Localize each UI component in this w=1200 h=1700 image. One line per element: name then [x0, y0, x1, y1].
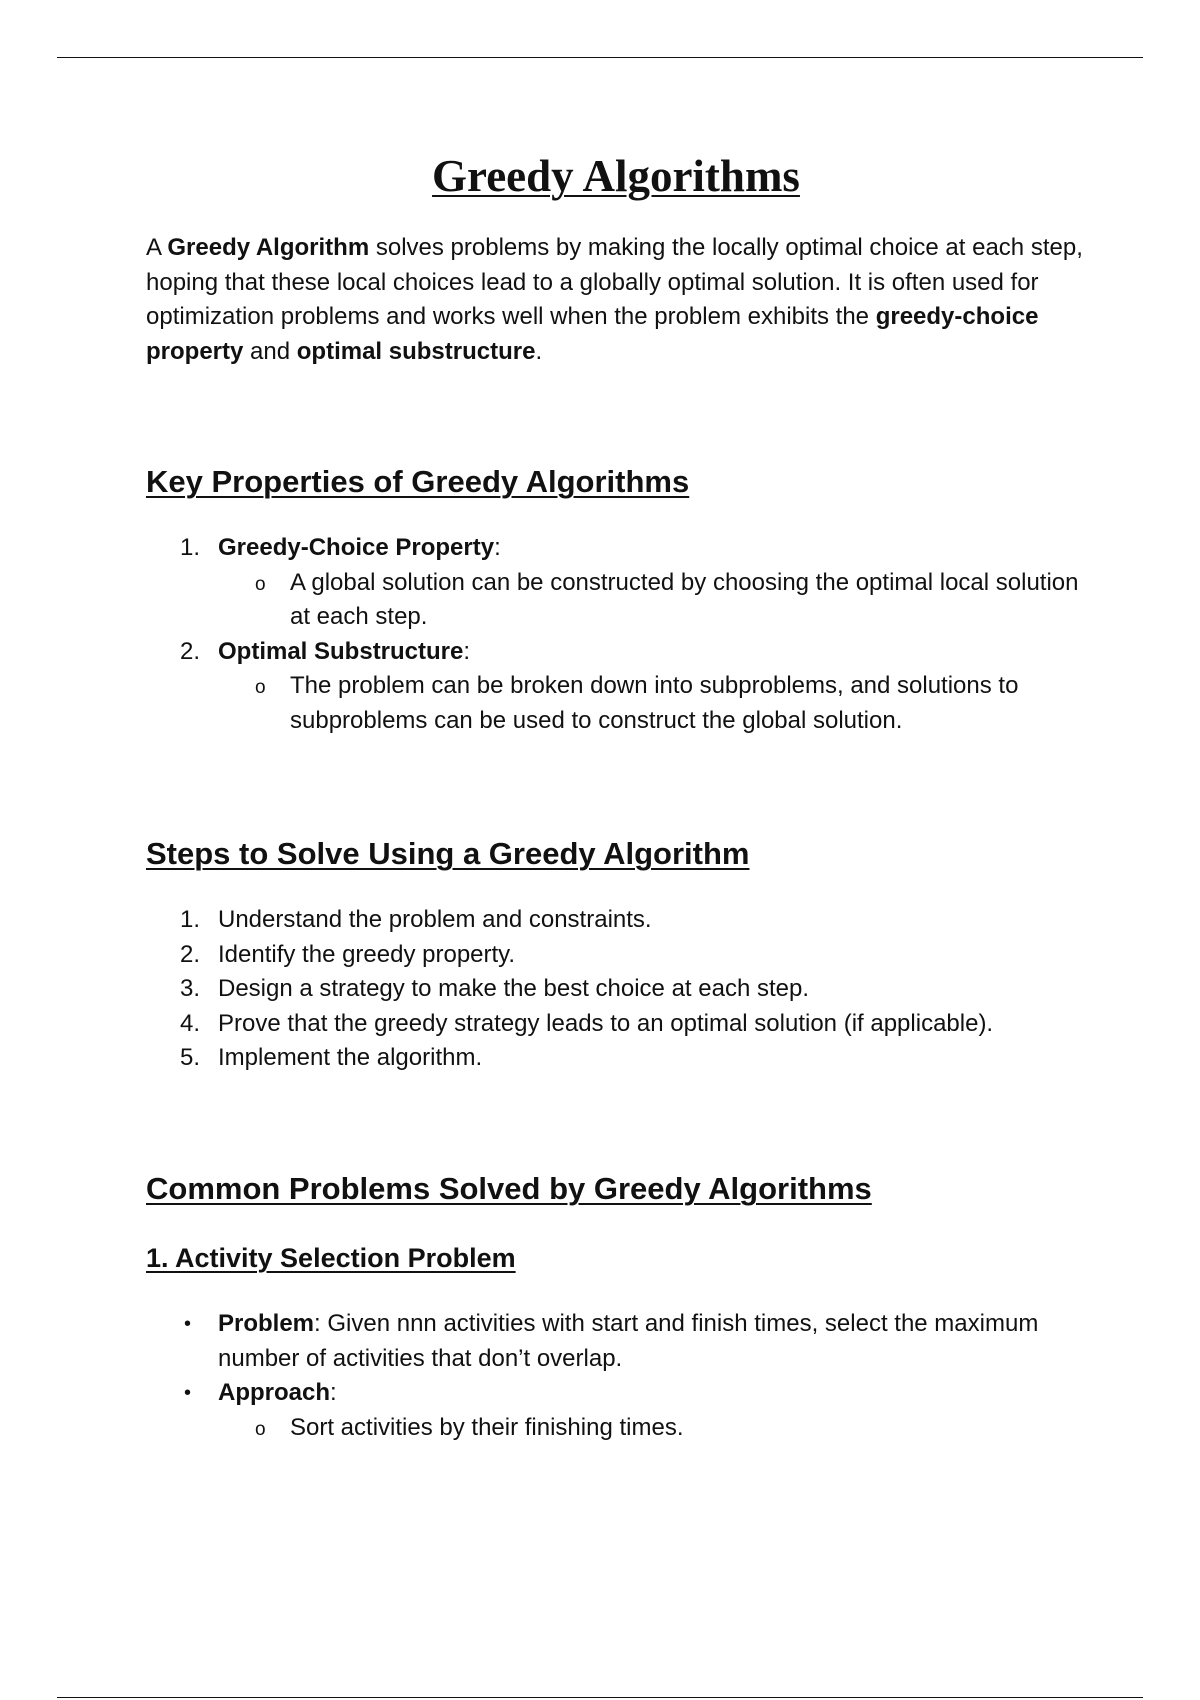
list-item [146, 938, 1086, 973]
sub-list-item [146, 1411, 1086, 1446]
intro-paragraph: A Greedy Algorithm solves problems by making the locally optimal choice at each step, hoping that these local choices lead to a globally optimal solution. It is often used for optimization problems and works well when the problem exhibits the greedy-choice property and optimal substructure. [146, 234, 1083, 365]
sub-list-item [146, 566, 1086, 635]
heading-steps: Steps to Solve Using a Greedy Algorithm [146, 836, 750, 871]
sub-bullet-icon: o [255, 573, 266, 595]
sub-item-text: A global solution can be constructed by choosing the optimal local solution at each step. [290, 568, 1079, 630]
heading-activity-selection: 1. Activity Selection Problem [146, 1243, 516, 1273]
sub-item-text: Sort activities by their finishing times. [290, 1413, 684, 1441]
property-label: Greedy-Choice Property [218, 534, 495, 561]
list-item [146, 1307, 1086, 1376]
sub-list-item [146, 669, 1086, 738]
list-number: 5. [180, 1044, 201, 1071]
list-item [146, 903, 1086, 938]
step-text: Implement the algorithm. [218, 1044, 483, 1071]
footer-rule [57, 1697, 1143, 1698]
list-number: 1. [180, 906, 201, 933]
step-text: Understand the problem and constraints. [218, 906, 652, 933]
list-number: 4. [180, 1009, 201, 1037]
problem-text: : Given nnn activities with start and finish times, select the maximum number of activities that don’t overlap. [218, 1310, 1039, 1372]
bullet-icon: • [184, 1313, 192, 1335]
key-properties-list [146, 531, 1086, 738]
step-text: Design a strategy to make the best choice at each step. [218, 975, 809, 1002]
list-number: 2. [180, 637, 201, 665]
step-text: Identify the greedy property. [218, 940, 516, 968]
list-number: 3. [180, 975, 201, 1002]
term-optimal-substructure: optimal substructure [296, 337, 536, 365]
steps-list [146, 903, 1086, 1076]
sub-bullet-icon: o [255, 1418, 266, 1440]
page-title [146, 148, 1086, 204]
list-item [146, 972, 1086, 1007]
list-number: 2. [180, 940, 201, 968]
list-number: 1. [180, 534, 201, 561]
activity-selection-list [146, 1307, 1086, 1445]
header-rule [57, 57, 1143, 58]
property-label: Optimal Substructure [218, 637, 464, 665]
list-item: 2. Optimal Substructure: [146, 635, 1086, 670]
list-item: • Approach: [146, 1376, 1086, 1411]
problem-label: Problem [218, 1310, 315, 1337]
list-item [146, 1007, 1086, 1042]
step-text: Prove that the greedy strategy leads to an optimal solution (if applicable). [218, 1009, 994, 1037]
bullet-icon: • [184, 1382, 192, 1404]
term-greedy-choice-property: greedy-choice property [146, 303, 1039, 365]
approach-label: Approach [218, 1379, 331, 1406]
page-title-text: Greedy Algorithms [432, 151, 800, 201]
heading-common-problems: Common Problems Solved by Greedy Algorithms [146, 1171, 872, 1206]
sub-item-text: The problem can be broken down into subproblems, and solutions to subproblems can be used to construct the global solution. [290, 672, 1019, 734]
list-item [146, 1041, 1086, 1076]
heading-key-properties: Key Properties of Greedy Algorithms [146, 464, 690, 499]
sub-bullet-icon: o [255, 677, 266, 698]
list-item: 1. Greedy-Choice Property: [146, 531, 1086, 566]
term-greedy-algorithm: Greedy Algorithm [167, 234, 370, 261]
